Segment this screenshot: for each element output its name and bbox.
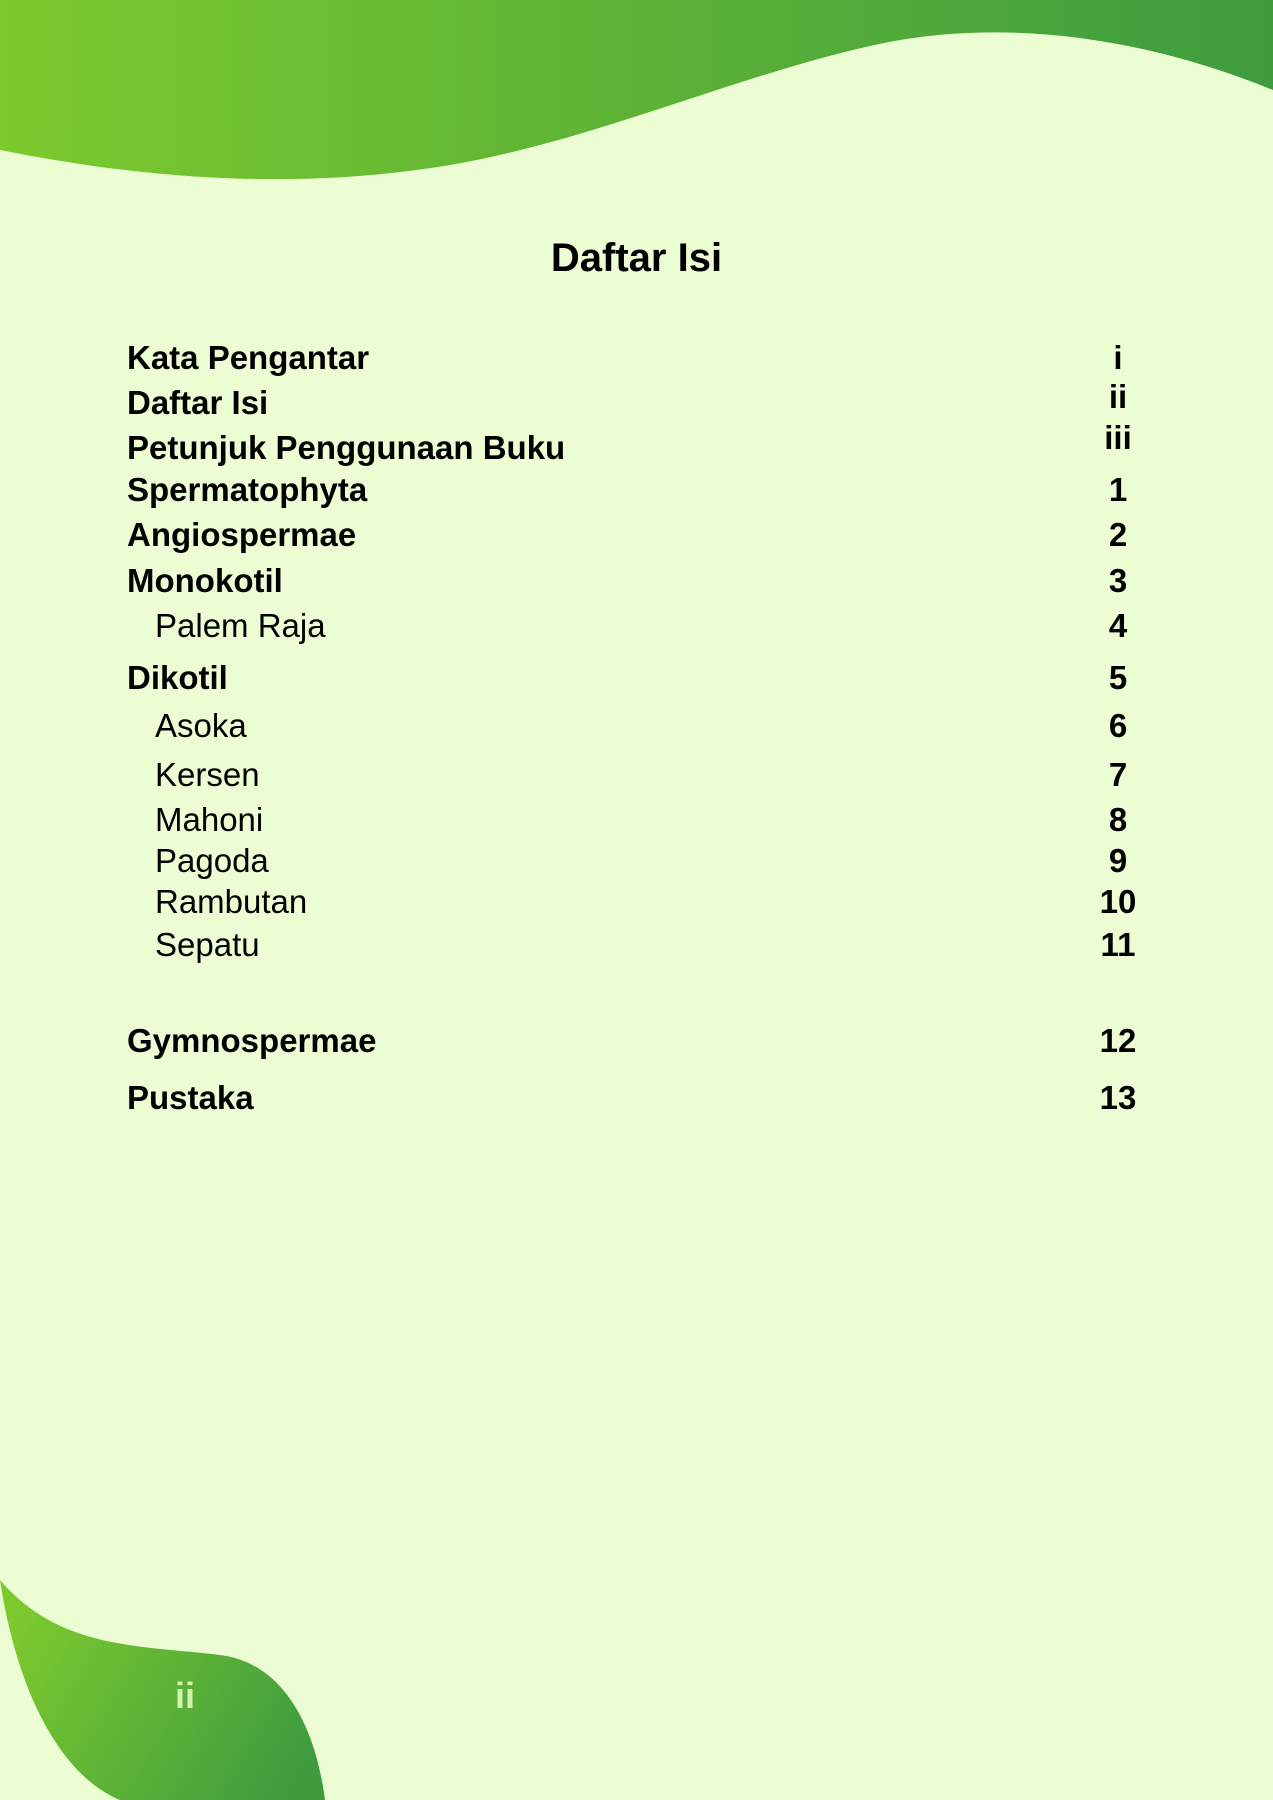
toc-page-number: 11 [1100,926,1136,963]
toc-row[interactable] [0,658,1273,698]
toc-label: Mahoni [155,801,264,838]
toc-page-number: 5 [1108,659,1128,696]
toc-page-number: 2 [1108,516,1128,553]
toc-row[interactable] [0,841,1273,881]
toc-label: Kata Pengantar [127,339,370,376]
toc-page-number: iii [1104,419,1132,456]
toc-row[interactable] [0,515,1273,555]
top-wave-decoration [0,0,1273,200]
toc-label: Petunjuk Penggunaan Buku [127,429,566,466]
toc-label: Spermatophyta [127,471,368,508]
toc-label: Monokotil [127,562,283,599]
toc-label: Sepatu [155,926,260,963]
toc-label: Dikotil [127,659,228,696]
toc-row[interactable] [0,1078,1273,1118]
toc-label: Angiospermae [127,516,357,553]
toc-label: Gymnospermae [127,1022,377,1059]
toc-label: Kersen [155,756,260,793]
toc-label: Daftar Isi [127,384,269,421]
toc-row[interactable] [0,925,1273,965]
toc-row[interactable] [0,419,1273,468]
toc-label: Pustaka [127,1079,254,1116]
toc-row[interactable] [0,606,1273,646]
toc-row[interactable] [0,706,1273,746]
toc-label: Palem Raja [155,607,326,644]
toc-row[interactable] [0,338,1273,378]
toc-page-number: ii [1108,378,1128,415]
toc-page-number: 10 [1099,883,1137,920]
toc-row[interactable] [0,561,1273,601]
toc-row[interactable] [0,378,1273,423]
toc-page-number: i [1113,339,1123,376]
toc-row[interactable] [0,470,1273,510]
toc-page-number: 12 [1099,1022,1137,1059]
page-title: Daftar Isi [550,236,723,280]
toc-page-number: 8 [1108,801,1128,838]
toc-label: Asoka [155,707,247,744]
toc-row[interactable] [0,1021,1273,1061]
toc-page-number: 6 [1108,707,1128,744]
toc-row[interactable] [0,800,1273,840]
page-number: ii [174,1675,195,1716]
toc-label: Rambutan [155,883,308,920]
toc-page-number: 9 [1108,842,1128,879]
toc-page-number: 3 [1108,562,1128,599]
toc-page-number: 1 [1108,471,1128,508]
toc-page-number: 4 [1108,607,1128,644]
toc-row[interactable] [0,755,1273,795]
toc-page-number: 7 [1108,756,1128,793]
toc-label: Pagoda [155,842,269,879]
toc-page-number: 13 [1099,1079,1137,1116]
toc-row[interactable] [0,882,1273,922]
